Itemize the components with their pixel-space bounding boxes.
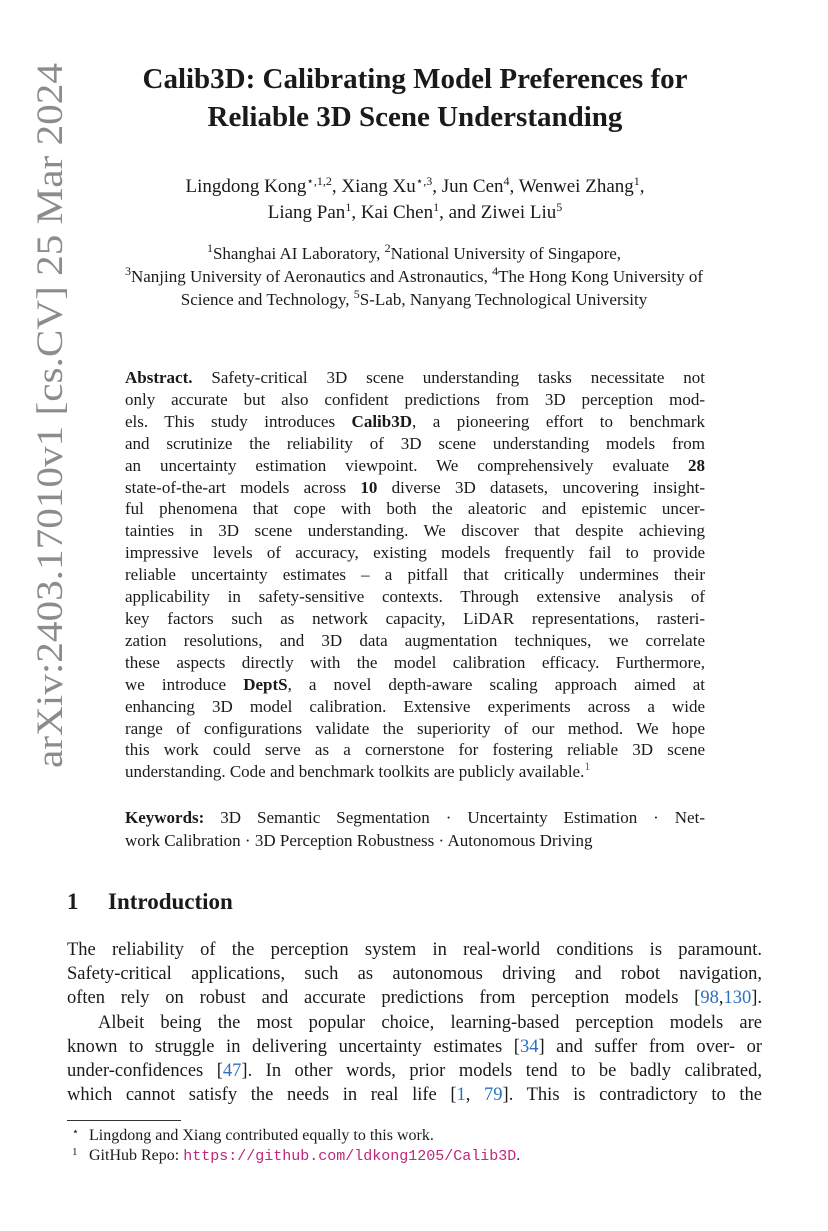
abstract-line: key factors such as network capacity, LiDAR representations, rasteri- [125, 608, 705, 628]
title-line: Calib3D: Calibrating Model Preferences for [142, 63, 688, 95]
affil-text: S-Lab, Nanyang Technological University [359, 290, 648, 309]
body-text: ] and suffer from over- or [538, 1036, 762, 1057]
citation-link[interactable]: 130 [723, 988, 752, 1009]
affiliation-line [60, 265, 768, 288]
body-text: ]. This is contradictory to the [502, 1085, 763, 1106]
affil-sup: 2 [384, 241, 391, 255]
affiliation-line [60, 242, 768, 265]
footnote-end: . [516, 1147, 521, 1164]
abstract-line: applicability in safety-sensitive contexts. Through extensive analysis of [125, 587, 705, 607]
affil-sup: 1 [206, 241, 213, 255]
affiliations [60, 242, 768, 311]
author-name: , Kai Chen [351, 202, 434, 223]
abstract [125, 367, 705, 783]
affil-text: Shanghai AI Laboratory, [212, 244, 385, 263]
abstract-text: we introduce [125, 674, 244, 694]
abstract-line: impressive levels of accuracy, existing models frequently fail to provide [125, 543, 705, 563]
repo-url-link[interactable]: https://github.com/ldkong1205/Calib3D [183, 1148, 517, 1165]
footnote-label: GitHub Repo: [89, 1147, 184, 1164]
affil-sup: 3 [124, 264, 131, 278]
body-text: often rely on robust and accurate predictions from perception models [ [67, 988, 701, 1009]
citation-link[interactable]: 1 [456, 1085, 466, 1106]
author-sup: 1 [633, 174, 640, 188]
abstract-text: els. This study introduces [125, 411, 352, 431]
paper-title [90, 60, 740, 136]
section-heading [67, 889, 233, 915]
citation-link[interactable]: 98 [700, 988, 719, 1009]
footnote-text: Lingdong and Xiang contributed equally to this work. [89, 1127, 434, 1144]
body-line: Albeit being the most popular choice, learning-based perception models are [98, 1012, 762, 1033]
abstract-line: ful phenomena that cope with both the aleatoric and epistemic uncer- [125, 499, 705, 519]
abstract-label: Abstract. [125, 368, 193, 387]
affil-text: Science and Technology, [180, 290, 354, 309]
abstract-line [125, 674, 705, 696]
keywords-line [125, 806, 705, 829]
body-text: ]. In other words, prior models tend to be badly calibrated, [241, 1061, 763, 1082]
footnote-link[interactable]: 1 [584, 759, 591, 774]
citation-link[interactable]: 47 [222, 1061, 242, 1082]
abstract-text: Safety-critical 3D scene understanding tasks necessitate not [211, 368, 705, 387]
abstract-line: only accurate but also confident predictions from 3D perception mod- [125, 389, 705, 409]
abstract-line: zation resolutions, and 3D data augmentation techniques, we correlate [125, 630, 705, 650]
keywords-text: 3D Semantic Segmentation · Uncertainty Estimation · Net- [220, 808, 705, 827]
abstract-line: reliable uncertainty estimates – a pitfall that critically undermines their [125, 565, 705, 585]
abstract-line: range of configurations validate the superiority of our method. We hope [125, 718, 705, 738]
body-text: which cannot satisfy the needs in real life [ [67, 1085, 457, 1106]
abstract-line: enhancing 3D model calibration. Extensive experiments across a wide [125, 696, 705, 716]
body-text: ]. [751, 988, 762, 1009]
author-sup: ⋆,3 [415, 174, 433, 188]
author-name: Liang Pan [267, 202, 346, 223]
abstract-line [125, 367, 705, 389]
author-line [80, 174, 750, 200]
abstract-text: , a pioneering effort to benchmark [412, 411, 705, 431]
body-text: known to struggle in delivering uncertainty estimates [ [67, 1036, 520, 1057]
body-line [67, 1059, 762, 1083]
citation-link[interactable]: 79 [484, 1085, 503, 1106]
body-line [67, 986, 762, 1010]
title-line: Reliable 3D Scene Understanding [207, 101, 623, 133]
abstract-line [125, 455, 705, 477]
author-name: , Wenwei Zhang [509, 176, 634, 197]
section-number: 1 [67, 889, 79, 914]
author-sup: 4 [503, 174, 510, 188]
abstract-line: this work could serve as a cornerstone for fostering reliable 3D scene [125, 740, 705, 760]
body-paragraphs [67, 938, 762, 1107]
body-line [67, 1083, 762, 1107]
author-name: , Jun Cen [432, 176, 504, 197]
footnote: ⋆ Lingdong and Xiang contributed equally to this work. [72, 1126, 434, 1144]
section-title: Introduction [108, 889, 233, 914]
body-line [67, 1035, 762, 1059]
author-sup: 5 [556, 200, 563, 214]
author-name: , and Ziwei Liu [439, 202, 557, 223]
abstract-text: , a novel depth-aware scaling approach aimed at [287, 674, 705, 694]
method-name: DeptS [243, 674, 288, 694]
keywords-line: work Calibration · 3D Perception Robustness · Autonomous Driving [125, 831, 593, 850]
keywords-label: Keywords: [125, 808, 205, 827]
affil-text: National University of Singapore, [390, 244, 622, 263]
keywords [125, 806, 705, 852]
author-name: , Xiang Xu [331, 176, 416, 197]
affil-sup: 4 [492, 264, 499, 278]
body-line: The reliability of the perception system in real-world conditions is paramount. [67, 940, 762, 960]
benchmark-name: Calib3D [351, 411, 413, 431]
footnote-divider [67, 1120, 181, 1121]
abstract-text: state-of-the-art models across [125, 477, 361, 497]
abstract-text: diverse 3D datasets, uncovering insight- [377, 477, 705, 497]
affil-text: The Hong Kong University of [498, 267, 704, 286]
abstract-text: understanding. Code and benchmark toolkits are publicly available. [125, 762, 585, 782]
arxiv-stamp-text: arXiv:2403.17010v1 [cs.CV] 25 Mar 2024 [30, 134, 71, 768]
author-sup: ⋆,1,2 [306, 174, 332, 188]
abstract-line: and scrutinize the reliability of 3D scene understanding models from [125, 433, 705, 453]
abstract-line: tainties in 3D scene understanding. We discover that despite achieving [125, 521, 705, 541]
author-line [80, 200, 750, 226]
footnote: 1 GitHub Repo: https://github.com/ldkong1205/Calib3D. [72, 1146, 521, 1165]
body-line: Safety-critical applications, such as autonomous driving and robot navigation, [67, 964, 762, 985]
abstract-text: an uncertainty estimation viewpoint. We comprehensively evaluate [125, 455, 688, 475]
affil-sup: 5 [353, 287, 360, 301]
footnotes [72, 1126, 520, 1167]
author-name: Lingdong Kong [185, 176, 307, 197]
abstract-line [125, 477, 705, 499]
affiliation-line [60, 288, 768, 311]
abstract-line [125, 761, 705, 783]
author-sep: , [639, 176, 645, 197]
author-sup: 1 [433, 200, 440, 214]
author-list [80, 174, 750, 226]
affil-text: Nanjing University of Aeronautics and Astronautics, [130, 267, 493, 286]
body-text: , [465, 1085, 485, 1106]
body-text: , [718, 988, 724, 1009]
dataset-count: 10 [360, 477, 378, 497]
abstract-line [125, 411, 705, 433]
model-count: 28 [688, 455, 705, 475]
citation-link[interactable]: 34 [519, 1036, 539, 1057]
author-sup: 1 [345, 200, 352, 214]
arxiv-stamp [22, 60, 72, 770]
body-text: under-confidences [ [67, 1061, 223, 1082]
abstract-line: these aspects directly with the model calibration efficacy. Furthermore, [125, 652, 705, 672]
